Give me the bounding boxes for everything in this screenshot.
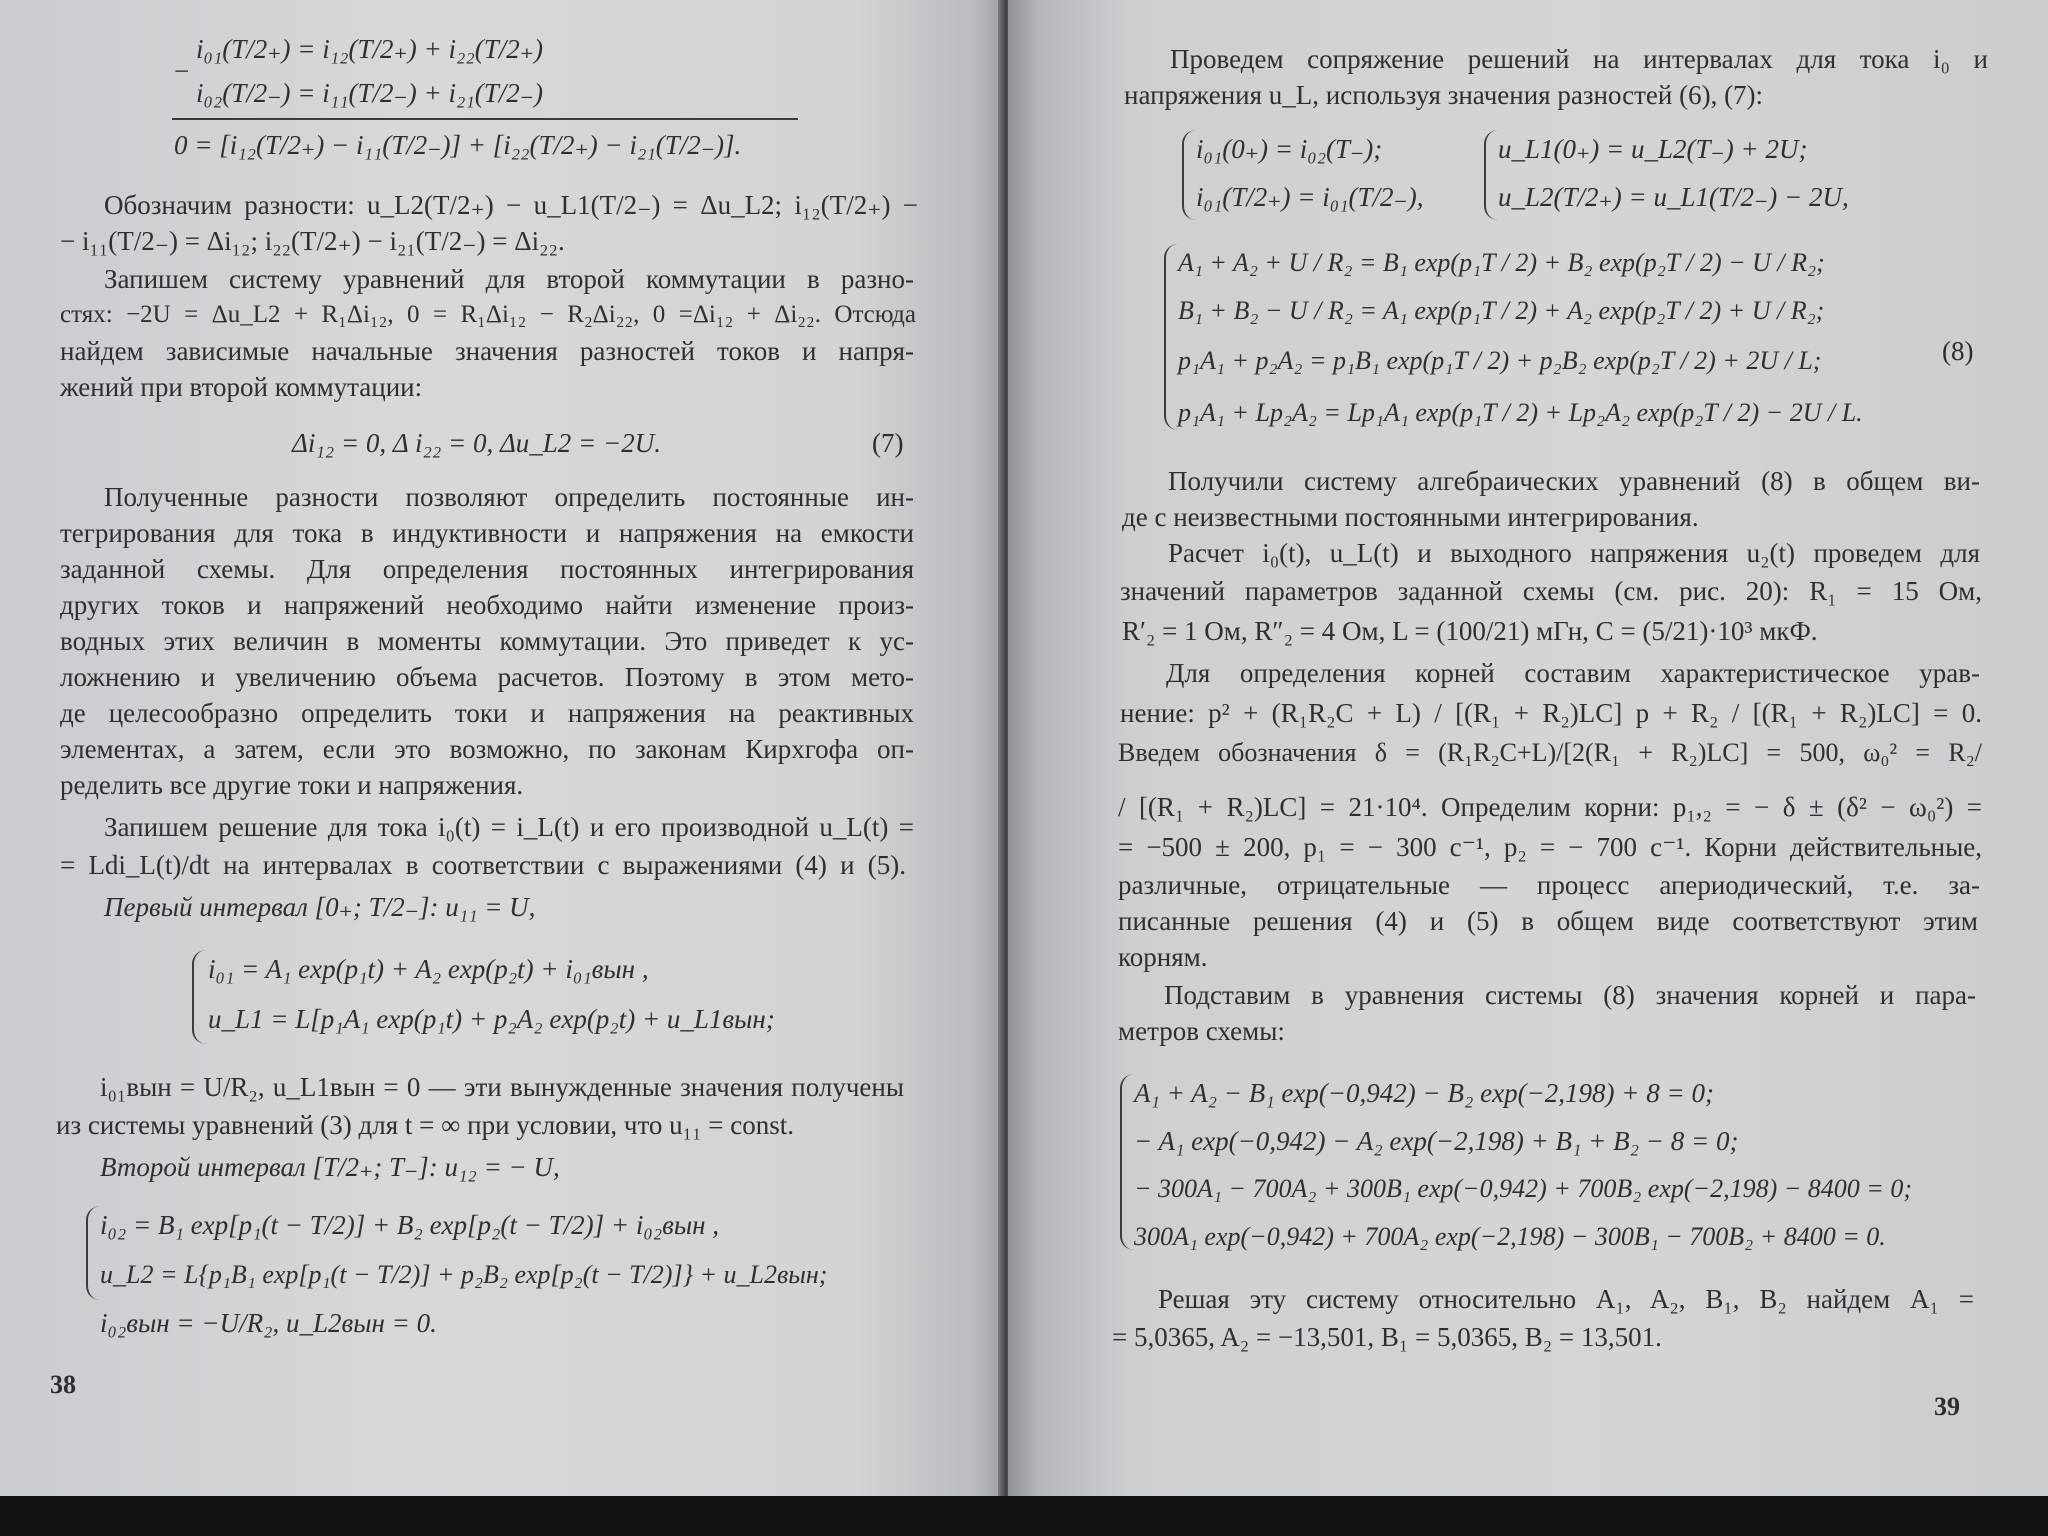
system-8-line4: p₁A₁ + Lp₂A₂ = Lp₁A₁ exp(p₁T / 2) + Lp₂A₂ exp(p₂T / 2) − 2U / L. <box>1178 398 1863 427</box>
page-number-left: 38 <box>50 1370 76 1399</box>
left-para1-line2: − i₁₁(T/2₋) = Δi₁₂; i₂₂(T/2₊) − i₂₁(T/2₋) = Δi₂₂. <box>60 226 565 256</box>
right-para4-line7: писанные решения (4) и (5) в общем виде соответствуют этим <box>1118 906 1978 936</box>
system-b-line2: u_L2(T/2₊) = u_L1(T/2₋) − 2U, <box>1498 182 1849 212</box>
right-para6-line2: = 5,0365, A₂ = −13,501, B₁ = 5,0365, B₂ = 13,501. <box>1112 1322 1662 1352</box>
right-para3-line2: значений параметров заданной схемы (см. рис. 20): R₁ = 15 Ом, <box>1120 576 1982 606</box>
equation-8-number: (8) <box>1942 336 1974 366</box>
numeric-system-line3: − 300A₁ − 700A₂ + 300B₁ exp(−0,942) + 700B₂ exp(−2,198) − 8400 = 0; <box>1134 1174 1912 1203</box>
interval-2-heading: Второй интервал [T/2₊; T₋]: u₁₂ = − U, <box>100 1152 560 1182</box>
system-1-brace <box>192 950 206 1044</box>
left-para5-line2: из системы уравнений (3) для t = ∞ при условии, что u₁₁ = const. <box>56 1110 794 1140</box>
right-para5-line1: Подставим в уравнения системы (8) значения корней и пара- <box>1164 980 1976 1010</box>
left-para2-line3: найдем зависимые начальные значения разностей токов и напря- <box>60 336 914 366</box>
system-2-brace <box>86 1206 100 1300</box>
eq-top-line-2: i₀₂(T/2₋) = i₁₁(T/2₋) + i₂₁(T/2₋) <box>196 78 544 108</box>
system-b-brace <box>1484 130 1498 220</box>
left-para2-line1: Запишем систему уравнений для второй коммутации в разно- <box>104 264 914 294</box>
equation-7: Δi₁₂ = 0, Δ i₂₂ = 0, Δu_L2 = −2U. <box>292 428 661 458</box>
right-page <box>1008 0 2048 1536</box>
left-para1-line1: Обозначим разности: u_L2(T/2₊) − u_L1(T/2₋) = Δu_L2; i₁₂(T/2₊) − <box>104 190 918 220</box>
system-a-line1: i₀₁(0₊) = i₀₂(T₋); <box>1196 134 1383 164</box>
system-b-line1: u_L1(0₊) = u_L2(T₋) + 2U; <box>1498 134 1808 164</box>
eq-top-line-1: i₀₁(T/2₊) = i₁₂(T/2₊) + i₂₂(T/2₊) <box>196 34 544 64</box>
right-para4-line5: = −500 ± 200, p₁ = − 300 c⁻¹, p₂ = − 700 c⁻¹. Корни действительные, <box>1118 832 1982 862</box>
right-para4-line2: нение: p² + (R₁R₂C + L) / [(R₁ + R₂)LC] p + R₂ / [(R₁ + R₂)LC] = 0. <box>1120 698 1982 728</box>
system-a-brace <box>1182 130 1196 220</box>
equation-7-number: (7) <box>872 428 904 458</box>
eq-top-rule <box>172 118 798 120</box>
numeric-system-brace <box>1120 1074 1134 1250</box>
page-number-right: 39 <box>1934 1392 1960 1421</box>
right-para4-line4: / [(R₁ + R₂)LC] = 21·10⁴. Определим корни: p₁,₂ = − δ ± (δ² − ω₀²) = <box>1118 792 1982 822</box>
left-para3-line1: Полученные разности позволяют определить постоянные ин- <box>104 482 914 512</box>
left-para2-line4: жений при второй коммутации: <box>60 372 423 402</box>
left-para3-line8: элементах, а затем, если это возможно, по законам Кирхгофа оп- <box>60 734 914 764</box>
left-para3-line3: заданной схемы. Для определения постоянных интегрирования <box>60 554 914 584</box>
system-8-line2: B₁ + B₂ − U / R₂ = A₁ exp(p₁T / 2) + A₂ exp(p₂T / 2) + U / R₂; <box>1178 296 1825 325</box>
system-8-brace <box>1164 244 1178 430</box>
right-para4-line3: Введем обозначения δ = (R₁R₂C+L)/[2(R₁ + R₂)LC] = 500, ω₀² = R₂/ <box>1118 738 1982 767</box>
numeric-system-line1: A₁ + A₂ − B₁ exp(−0,942) − B₂ exp(−2,198) + 8 = 0; <box>1134 1078 1714 1108</box>
left-para5-line1: i₀₁вын = U/R₂, u_L1вын = 0 — эти вынужденные значения получены <box>100 1072 904 1102</box>
right-para6-line1: Решая эту систему относительно A₁, A₂, B₁, B₂ найдем A₁ = <box>1158 1284 1974 1314</box>
right-para4-line1: Для определения корней составим характеристическое урав- <box>1166 658 1980 688</box>
left-para3-line7: де целесообразно определить токи и напряжения на реактивных <box>60 698 914 728</box>
right-para2-line2: де с неизвестными постоянными интегрирования. <box>1122 502 1699 532</box>
numeric-system-line4: 300A₁ exp(−0,942) + 700A₂ exp(−2,198) − 300B₁ − 700B₂ + 8400 = 0. <box>1134 1222 1886 1251</box>
right-para4-line6: различные, отрицательные — процесс апериодический, т.е. за- <box>1118 870 1980 900</box>
left-para3-line2: тегрирования для тока в индуктивности и напряжения на емкости <box>60 518 914 548</box>
bottom-shadow <box>0 1496 2048 1536</box>
right-para1-line1: Проведем сопряжение решений на интервалах для тока i₀ и <box>1170 44 1988 74</box>
left-page <box>0 0 1004 1536</box>
left-para3-line9: ределить все другие токи и напряжения. <box>60 770 524 800</box>
right-para3-line1: Расчет i₀(t), u_L(t) и выходного напряжения u₂(t) проведем для <box>1168 538 1980 568</box>
interval-1-heading: Первый интервал [0₊; T/2₋]: u₁₁ = U, <box>104 892 536 922</box>
right-para4-line8: корням. <box>1118 942 1208 972</box>
left-para3-line5: водных этих величин в моменты коммутации. Это приведет к ус- <box>60 626 914 656</box>
system-1-line1: i₀₁ = A₁ exp(p₁t) + A₂ exp(p₂t) + i₀₁вын , <box>208 954 649 984</box>
eq-top-minus: − <box>174 56 190 86</box>
left-para2-line2: стях: −2U = Δu_L2 + R₁Δi₁₂, 0 = R₁Δi₁₂ − R₂Δi₂₂, 0 =Δi₁₂ + Δi₂₂. Отсюда <box>60 301 916 328</box>
right-para5-line2: метров схемы: <box>1118 1016 1285 1046</box>
left-para3-line6: ложнению и увеличению объема расчетов. Поэтому в этом мето- <box>60 662 914 692</box>
left-para4-line1: Запишем решение для тока i₀(t) = i_L(t) и его производной u_L(t) = <box>104 812 914 842</box>
left-para4-line2: = Ldi_L(t)/dt на интервалах в соответствии с выражениями (4) и (5). <box>60 850 906 880</box>
system-8-line3: p₁A₁ + p₂A₂ = p₁B₁ exp(p₁T / 2) + p₂B₂ exp(p₂T / 2) + 2U / L; <box>1178 346 1822 375</box>
system-1-line2: u_L1 = L[p₁A₁ exp(p₁t) + p₂A₂ exp(p₂t) + u_L1вын; <box>208 1004 775 1034</box>
right-para3-line3: R′₂ = 1 Ом, R″₂ = 4 Ом, L = (100/21) мГн, C = (5/21)·10³ мкФ. <box>1122 616 1818 646</box>
system-a-line2: i₀₁(T/2₊) = i₀₁(T/2₋), <box>1196 182 1424 212</box>
numeric-system-line2: − A₁ exp(−0,942) − A₂ exp(−2,198) + B₁ + B₂ − 8 = 0; <box>1134 1126 1739 1156</box>
right-para2-line1: Получили систему алгебраических уравнений (8) в общем ви- <box>1168 466 1980 496</box>
system-2-line2: u_L2 = L{p₁B₁ exp[p₁(t − T/2)] + p₂B₂ exp[p₂(t − T/2)]} + u_L2вын; <box>100 1260 828 1289</box>
system-8-line1: A₁ + A₂ + U / R₂ = B₁ exp(p₁T / 2) + B₂ exp(p₂T / 2) − U / R₂; <box>1178 248 1825 277</box>
system-2-line1: i₀₂ = B₁ exp[p₁(t − T/2)] + B₂ exp[p₂(t − T/2)] + i₀₂вын , <box>100 1210 720 1240</box>
system-2-tail: i₀₂вын = −U/R₂, u_L2вын = 0. <box>100 1308 437 1338</box>
right-para1-line2: напряжения u_L, используя значения разностей (6), (7): <box>1124 80 1764 110</box>
eq-top-line-3: 0 = [i₁₂(T/2₊) − i₁₁(T/2₋)] + [i₂₂(T/2₊) − i₂₁(T/2₋)]. <box>174 130 742 160</box>
left-para3-line4: других токов и напряжений необходимо найти изменение произ- <box>60 590 914 620</box>
